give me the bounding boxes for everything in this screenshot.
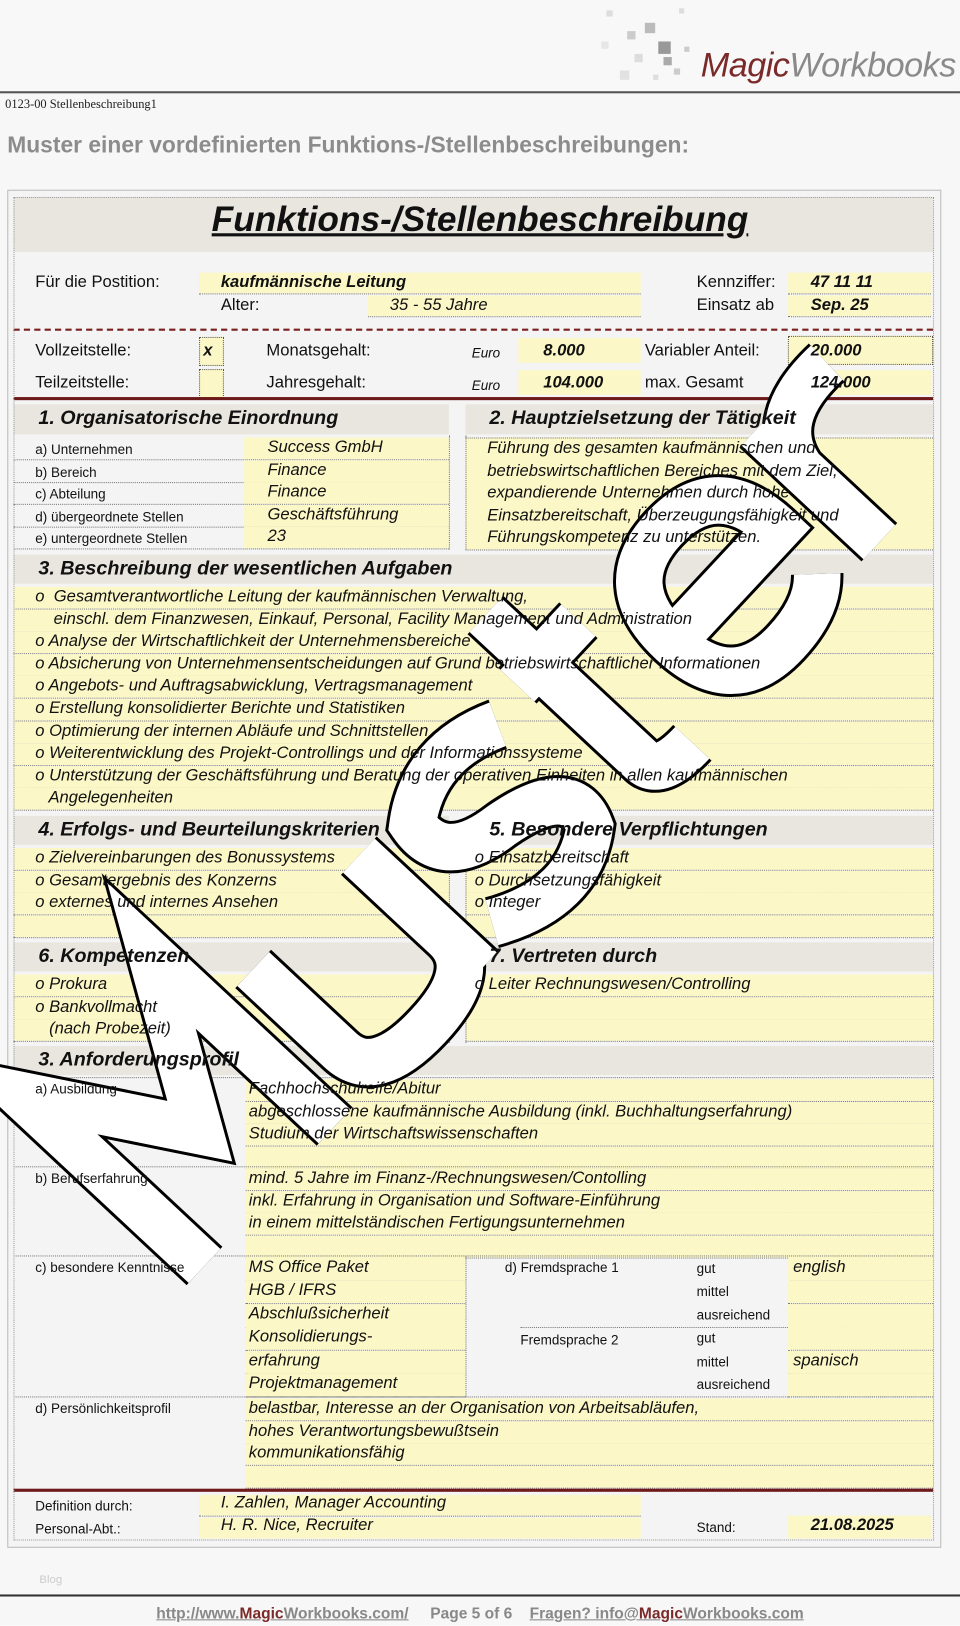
org-label: b) Bereich [35,464,97,480]
task-line: o Weiterentwicklung des Projekt-Controllings und der Informationssysteme [35,744,583,763]
level-label: mittel [696,1353,729,1370]
email-part: Workbooks.com [683,1604,804,1623]
requirement-line: inkl. Erfahrung in Organisation und Software-Einführung [248,1191,661,1210]
level-label: ausreichend [696,1376,771,1393]
task-line: o Unterstützung der Geschäftsführung und Beratung der operativen Einheiten in allen kaufmännischen [35,766,788,785]
section-title: 2. Hauptzielsetzung der Tätigkeit [489,407,796,430]
footer-divider [0,1594,960,1596]
requirement-line: mind. 5 Jahre im Finanz-/Rechnungswesen/Contolling [248,1169,647,1188]
org-value: Success GmbH [267,438,383,457]
requirement-label: a) Ausbildung [35,1081,117,1097]
monthly-value: 8.000 [543,342,585,360]
section-title: 7. Vertreten durch [489,945,658,968]
start-value: Sep. 25 [810,296,869,315]
signoff-label: Personal-Abt.: [35,1520,121,1537]
language-value: english [793,1258,846,1277]
task-line: o Erstellung konsolidierter Berichte und Statistiken [35,699,405,718]
section-title: 3. Anforderungsprofil [38,1049,239,1071]
skill-line: Konsolidierungs- [248,1328,373,1346]
skill-line: Abschlußsicherheit [248,1304,389,1323]
currency-label: Euro [471,377,501,393]
yearly-value: 104.000 [543,374,604,392]
requirement-line: Studium der Wirtschaftswissenschaften [248,1125,539,1143]
criteria-line: o Zielvereinbarungen des Bonussystems [35,849,335,867]
competence-line: o Prokura [35,975,108,994]
task-line: einschl. dem Finanzwesen, Einkauf, Personal, Facility Management und Administration [35,610,692,628]
criteria-line: o Gesamtergebnis des Konzerns [35,871,277,890]
obligation-line: o Einsatzbereitschaft [474,849,629,867]
task-line: o Angebots- und Auftragsabwicklung, Vertragsmanagement [35,677,473,695]
fulltime-check-mark: x [203,342,213,360]
section-title: 4. Erfolgs- und Beurteilungskriterien [38,818,380,841]
email-link[interactable] [530,1605,804,1623]
requirement-line: Fachhochschulreife/Abitur [248,1080,441,1098]
url-part: http://www. [156,1604,240,1623]
language-label: Fremdsprache 2 [520,1332,619,1348]
max-value: 124.000 [810,374,871,392]
language-label: d) Fremdsprache 1 [504,1259,619,1276]
text: Alter: [220,296,260,315]
age-value: 35 - 55 Jahre [389,296,488,315]
text: Jahresgehalt: [266,374,367,392]
deputy-line: o Leiter Rechnungswesen/Controlling [474,975,751,994]
requirement-line: abgeschlossene kaufmännische Ausbildung (inkl. Buchhaltungserfahrung) [248,1102,793,1121]
org-label: d) übergeordnete Stellen [35,508,184,525]
org-value: 23 [267,528,286,546]
org-label: a) Unternehmen [35,441,133,458]
currency-label: Euro [471,345,501,361]
header [0,0,960,93]
hr-value: H. R. Nice, Recruiter [220,1516,373,1535]
text: Kennziffer: [696,273,776,292]
section-title: 3. Beschreibung der wesentlichen Aufgaben [38,557,453,580]
task-line: Angelegenheiten [35,789,173,807]
org-value: Geschäftsführung [267,505,399,524]
logo-workbooks: Workbooks [789,45,956,84]
requirement-line: in einem mittelständischen Fertigungsunternehmen [248,1214,626,1232]
code-value: 47 11 11 [810,273,873,292]
language-value: spanisch [793,1351,859,1370]
objective-line: Führungskompetenz zu unterstützen. [487,529,762,547]
section-title: 6. Kompetenzen [38,945,190,968]
org-value: Finance [267,483,327,501]
variable-value: 20.000 [810,342,862,360]
requirement-label: b) Berufserfahrung [35,1170,148,1186]
objective-line: expandierende Unternehmen durch hohe [487,484,790,502]
logo-magic: Magic [700,45,790,84]
competence-line: o Bankvollmacht [35,997,157,1016]
obligation-line: o Durchsetzungsfähigkeit [474,871,662,890]
level-label: gut [696,1260,716,1277]
org-label: e) untergeordnete Stellen [35,531,188,547]
skill-line: Projektmanagement [248,1374,398,1393]
section-title: 5. Besondere Verpflichtungen [489,818,768,841]
page-title: Muster einer vordefinierten Funktions-/Stellenbeschreibungen: [7,131,690,158]
task-line: o Analyse der Wirtschaftlichkeit der Unternehmensbereiche [35,632,471,651]
url-part: Workbooks.com/ [283,1604,409,1623]
email-part: Magic [638,1604,684,1623]
objective-line: betriebswirtschaftlichen Bereiches mit dem Ziel, [487,461,838,480]
position-value: kaufmännische Leitung [220,273,407,292]
text: Teilzeitstelle: [35,374,130,392]
org-value: Finance [267,460,327,479]
email-part: Fragen? info@ [529,1604,639,1623]
objective-line: Führung des gesamten kaufmännischen und [487,439,816,458]
obligation-line: o Integer [474,893,541,912]
requirement-label: d) Persönlichkeitsprofil [35,1400,171,1417]
website-link[interactable] [156,1605,408,1623]
text: Monatsgehalt: [266,342,371,360]
section-title: 1. Organisatorische Einordnung [38,407,339,430]
date-value: 21.08.2025 [810,1516,894,1535]
task-line: o Optimierung der internen Abläufe und Schnittstellen [35,722,429,740]
url-part: Magic [239,1604,284,1623]
requirement-label: c) besondere Kenntnisse [35,1259,185,1276]
level-label: mittel [696,1283,729,1300]
footer [0,1605,960,1623]
form-border [13,197,934,1541]
text: Variabler Anteil: [644,342,760,360]
defined-by-value: I. Zahlen, Manager Accounting [220,1493,447,1512]
logo [701,46,956,85]
form-title: Funktions-/Stellenbeschreibung [211,200,749,240]
requirement-line: belastbar, Interesse an der Organisation von Arbeitsabläufen, [248,1399,700,1418]
signoff-label: Stand: [696,1519,736,1536]
task-line: o Gesamtverantwortliche Leitung der kaufmännischen Verwaltung, [35,587,528,606]
requirement-line: hohes Verantwortungsbewußtsein [248,1421,499,1440]
skill-line: HGB / IFRS [248,1281,337,1300]
level-label: gut [696,1330,716,1346]
competence-line: (nach Probezeit) [35,1020,171,1038]
requirement-line: kommunikationsfähig [248,1444,405,1462]
text: Vollzeitstelle: [35,342,132,360]
document-id: 0123-00 Stellenbeschreibung1 [5,96,157,111]
text: Einsatz ab [696,296,775,315]
page-indicator: Page 5 of 6 [430,1604,513,1623]
level-label: ausreichend [696,1307,771,1323]
objective-line: Einsatzbereitschaft, Überzeugungsfähigkeit und [487,506,839,525]
signoff-label: Definition durch: [35,1498,133,1514]
task-line: o Absicherung von Unternehmensentscheidungen auf Grund betriebswirtschaftlicher Informationen [35,654,761,673]
criteria-line: o externes und internes Ansehen [35,893,279,912]
text: Für die Postition: [35,273,160,292]
text: max. Gesamt [644,374,744,392]
org-label: c) Abteilung [35,486,106,502]
skill-line: MS Office Paket [248,1258,369,1277]
skill-line: erfahrung [248,1351,320,1370]
blog-label: Blog [39,1573,63,1587]
